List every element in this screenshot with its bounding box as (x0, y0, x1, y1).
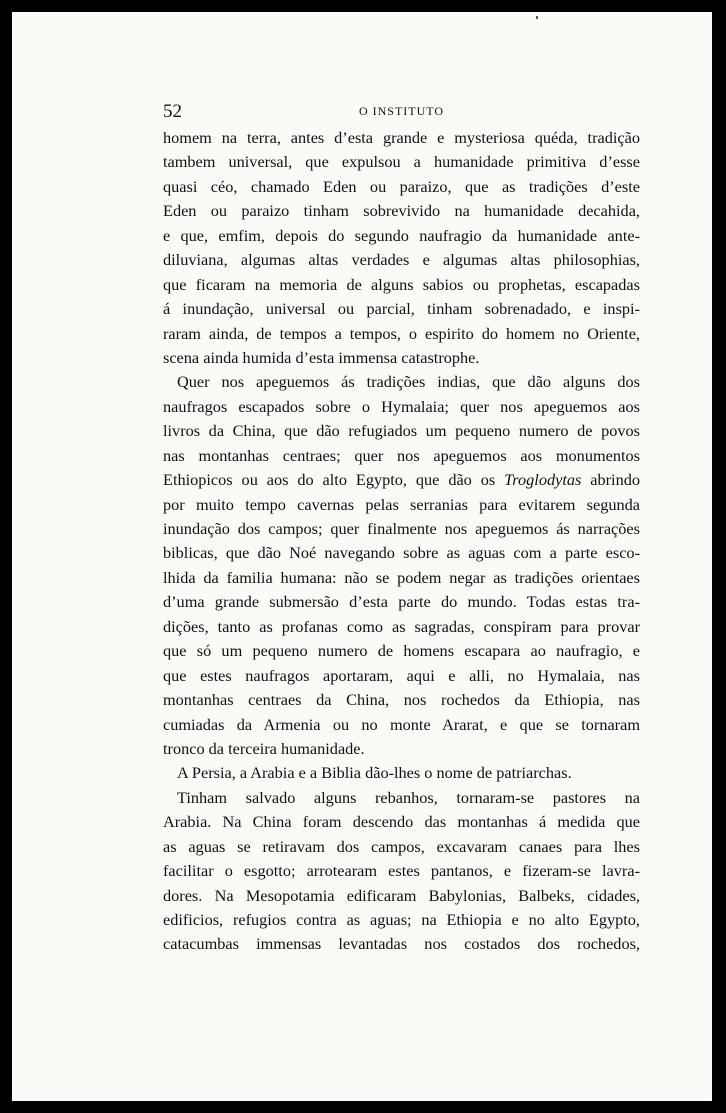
text-line (163, 639, 640, 663)
text-line (163, 517, 640, 541)
page-number: 52 (163, 101, 182, 122)
text-line (163, 126, 640, 150)
line-text: d’uma grande submersão d’esta parte do mundo. Todas estas tra- (163, 592, 640, 612)
line-text: diluviana, algumas altas verdades e algumas altas philosophias, (163, 250, 640, 270)
text-line (163, 199, 640, 223)
paragraph (163, 126, 640, 370)
text-line (163, 932, 640, 956)
text-line (163, 444, 640, 468)
line-text: scena ainda humida d’esta immensa catastrophe. (163, 347, 480, 367)
line-text: livros da China, que dão refugiados um pequeno numero de povos (163, 421, 640, 441)
text-line (163, 541, 640, 565)
text-line (163, 737, 640, 761)
line-text: lhida da familia humana: não se podem negar as tradições orientaes (163, 567, 640, 587)
line-text: biblicas, que dão Noé navegando sobre as aguas com a parte esco- (163, 543, 640, 563)
text-line (163, 175, 640, 199)
text-line (163, 224, 640, 248)
body-text (163, 126, 640, 957)
text-line (163, 493, 640, 517)
line-text-after: abrindo (590, 470, 640, 490)
line-text: que estes naufragos aportaram, aqui e alli, no Hymalaia, nas (163, 665, 640, 685)
text-line (163, 615, 640, 639)
line-text: que ficaram na memoria de alguns sabios ou prophetas, escapadas (163, 274, 640, 294)
text-line (163, 297, 640, 321)
text-line (163, 590, 640, 614)
text-line (163, 810, 640, 834)
text-line (163, 395, 640, 419)
text-line (163, 786, 640, 810)
line-text: tambem universal, que expulsou a humanidade primitiva d’esse (163, 152, 640, 172)
line-text: tronco da terceira humanidade. (163, 738, 365, 758)
line-text: dições, tanto as profanas como as sagradas, conspiram para provar (163, 616, 640, 636)
text-line (163, 713, 640, 737)
line-text: homem na terra, antes d’esta grande e mysteriosa quéda, tradição (163, 128, 640, 147)
text-line (163, 346, 640, 370)
text-line (163, 248, 640, 272)
paragraph (163, 761, 640, 785)
text-line (163, 761, 640, 785)
text-line (163, 322, 640, 346)
text-line (163, 419, 640, 443)
line-text: edificios, refugios contra as aguas; na Ethiopia e no alto Egypto, (163, 910, 640, 929)
line-text: por muito tempo cavernas pelas serranias para evitarem segunda (163, 494, 640, 514)
paragraph (163, 370, 640, 761)
line-text: Tinham salvado alguns rebanhos, tornaram-se pastores na (177, 787, 640, 807)
text-line (163, 835, 640, 859)
text-line (163, 664, 640, 688)
italic-term: Troglodytas (504, 470, 582, 490)
text-line (163, 688, 640, 712)
line-text: montanhas centraes da China, nos rochedos da Ethiopia, nas (163, 690, 640, 710)
text-line (163, 273, 640, 297)
line-text: Ethiopicos ou aos do alto Egypto, que dão os (163, 470, 496, 490)
paragraph (163, 786, 640, 957)
line-text: quasi céo, chamado Eden ou paraizo, que as tradições d’este (163, 176, 640, 196)
line-text: as aguas se retiravam dos campos, excavaram canaes para lhes (163, 836, 640, 856)
line-text: Quer nos apeguemos ás tradições indias, que dão alguns dos (177, 372, 640, 392)
text-line (163, 370, 640, 394)
line-text: naufragos escapados sobre o Hymalaia; quer nos apeguemos aos (163, 396, 640, 416)
text-line (163, 468, 640, 492)
line-text: raram ainda, de tempos a tempos, o espirito do homem no Oriente, (163, 323, 640, 343)
line-text: facilitar o esgotto; arrotearam estes pantanos, e fizeram-se lavra- (163, 861, 640, 881)
print-speck (536, 16, 538, 19)
line-text: dores. Na Mesopotamia edificaram Babylonias, Balbeks, cidades, (163, 885, 640, 905)
book-page (12, 12, 712, 1101)
line-text: que só um pequeno numero de homens escapara ao naufragio, e (163, 641, 640, 661)
line-text: á inundação, universal ou parcial, tinham sobrenadado, e inspi- (163, 299, 640, 319)
text-line (163, 566, 640, 590)
line-text: inundação dos campos; quer finalmente nos apeguemos ás narrações (163, 519, 640, 538)
text-line (163, 859, 640, 883)
text-line (163, 884, 640, 908)
line-text: Eden ou paraizo tinham sobrevivido na humanidade decahida, (163, 201, 640, 221)
text-line (163, 150, 640, 174)
line-text: cumiadas da Armenia ou no monte Ararat, e que se tornaram (163, 714, 640, 734)
line-text: catacumbas immensas levantadas nos costados dos rochedos, (163, 934, 640, 954)
line-text: nas montanhas centraes; quer nos apeguemos aos monumentos (163, 445, 640, 465)
page-header (163, 101, 640, 125)
line-text: A Persia, a Arabia e a Biblia dão-lhes o nome de patriarchas. (177, 763, 572, 783)
line-text: e que, emfim, depois do segundo naufragio da humanidade ante- (163, 225, 640, 245)
line-text: Arabia. Na China foram descendo das montanhas á medida que (163, 812, 640, 832)
text-line (163, 908, 640, 932)
running-title: O INSTITUTO (358, 104, 445, 118)
